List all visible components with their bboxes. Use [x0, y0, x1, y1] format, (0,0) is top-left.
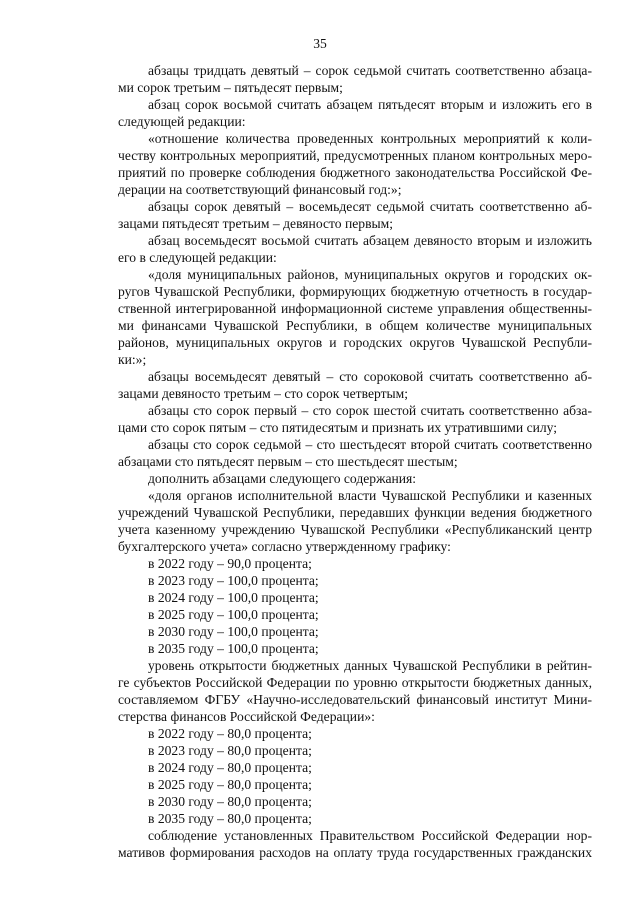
text-line: мативов формирования расходов на оплату труда государственных гражданских [118, 845, 592, 860]
text-line: абзац восемьдесят восьмой считать абзацем девяносто вторым и изложить [148, 233, 592, 248]
text-line: в 2025 году – 100,0 процента; [148, 607, 319, 622]
text-line: цами сто сорок пятым – сто пятидесятым и признать их утратившими силу; [118, 420, 558, 435]
text-line: его в следующей редакции: [118, 250, 277, 265]
text-line: стерства финансов Российской Федерации»: [118, 709, 375, 724]
text-line: ственной интегрированной информационной системе управления общественны- [118, 301, 592, 316]
text-line: абзацами сто пятьдесят первым – сто шестьдесят шестым; [118, 454, 458, 469]
text-line: зацами пятьдесят третьим – девяносто первым; [118, 216, 393, 231]
text-line: в 2024 году – 100,0 процента; [148, 590, 319, 605]
text-line: абзацы сто сорок первый – сто сорок шестой считать соответственно абза- [148, 403, 592, 418]
text-line: ки:»; [118, 352, 147, 367]
text-line: ми сорок третьим – пятьдесят первым; [118, 80, 343, 95]
body-text [118, 62, 592, 861]
text-line: ми финансами Чувашской Республики, в общем количестве муниципальных [118, 318, 592, 333]
text-line: зацами девяносто третьим – сто сорок четвертым; [118, 386, 409, 401]
text-line: уровень открытости бюджетных данных Чувашской Республики в рейтин- [148, 658, 592, 673]
text-line: в 2022 году – 80,0 процента; [148, 726, 312, 741]
text-line: учреждений Чувашской Республики, передавших функции ведения бюджетного [118, 505, 592, 520]
text-line: абзацы тридцать девятый – сорок седьмой считать соответственно абзаца- [148, 63, 592, 78]
text-line: в 2024 году – 80,0 процента; [148, 760, 312, 775]
text-line: в 2025 году – 80,0 процента; [148, 777, 312, 792]
text-line: «отношение количества проведенных контрольных мероприятий к коли- [148, 131, 592, 146]
text-line: абзацы сорок девятый – восемьдесят седьмой считать соответственно аб- [148, 199, 592, 214]
text-line: бухгалтерского учета» согласно утвержденному графику: [118, 539, 451, 554]
text-line: в 2030 году – 80,0 процента; [148, 794, 312, 809]
text-line: честву контрольных мероприятий, предусмотренных планом контрольных меро- [118, 148, 592, 163]
text-line: учета казенному учреждению Чувашской Республики «Республиканский центр [118, 522, 592, 537]
text-line: в 2035 году – 100,0 процента; [148, 641, 319, 656]
text-line: дополнить абзацами следующего содержания: [148, 471, 417, 486]
text-line: в 2030 году – 100,0 процента; [148, 624, 319, 639]
text-line: абзацы сто сорок седьмой – сто шестьдесят второй считать соответственно [148, 437, 592, 452]
text-line: следующей редакции: [118, 114, 246, 129]
text-line: дерации на соответствующий финансовый год:»; [118, 182, 402, 197]
text-line: в 2022 году – 90,0 процента; [148, 556, 312, 571]
text-line: соблюдение установленных Правительством Российской Федерации нор- [148, 828, 592, 843]
text-line: абзац сорок восьмой считать абзацем пятьдесят вторым и изложить его в [148, 97, 592, 112]
text-line: «доля муниципальных районов, муниципальных округов и городских ок- [148, 267, 592, 282]
text-line: в 2035 году – 80,0 процента; [148, 811, 312, 826]
text-line: «доля органов исполнительной власти Чувашской Республики и казенных [148, 488, 592, 503]
text-line: в 2023 году – 100,0 процента; [148, 573, 319, 588]
page-number: 35 [313, 36, 327, 51]
text-line: ругов Чувашской Республики, формирующих бюджетную отчетность в государ- [118, 284, 592, 299]
text-line: ге субъектов Российской Федерации по уровню открытости бюджетных данных, [118, 675, 592, 690]
text-line: абзацы восемьдесят девятый – сто сороковой считать соответственно аб- [148, 369, 592, 384]
text-line: составляемом ФГБУ «Научно-исследовательский финансовый институт Мини- [118, 692, 592, 707]
text-line: приятий по проверке соблюдения бюджетного законодательства Российской Фе- [118, 165, 592, 180]
text-line: в 2023 году – 80,0 процента; [148, 743, 312, 758]
text-line: районов, муниципальных округов и городских округов Чувашской Республи- [118, 335, 592, 350]
